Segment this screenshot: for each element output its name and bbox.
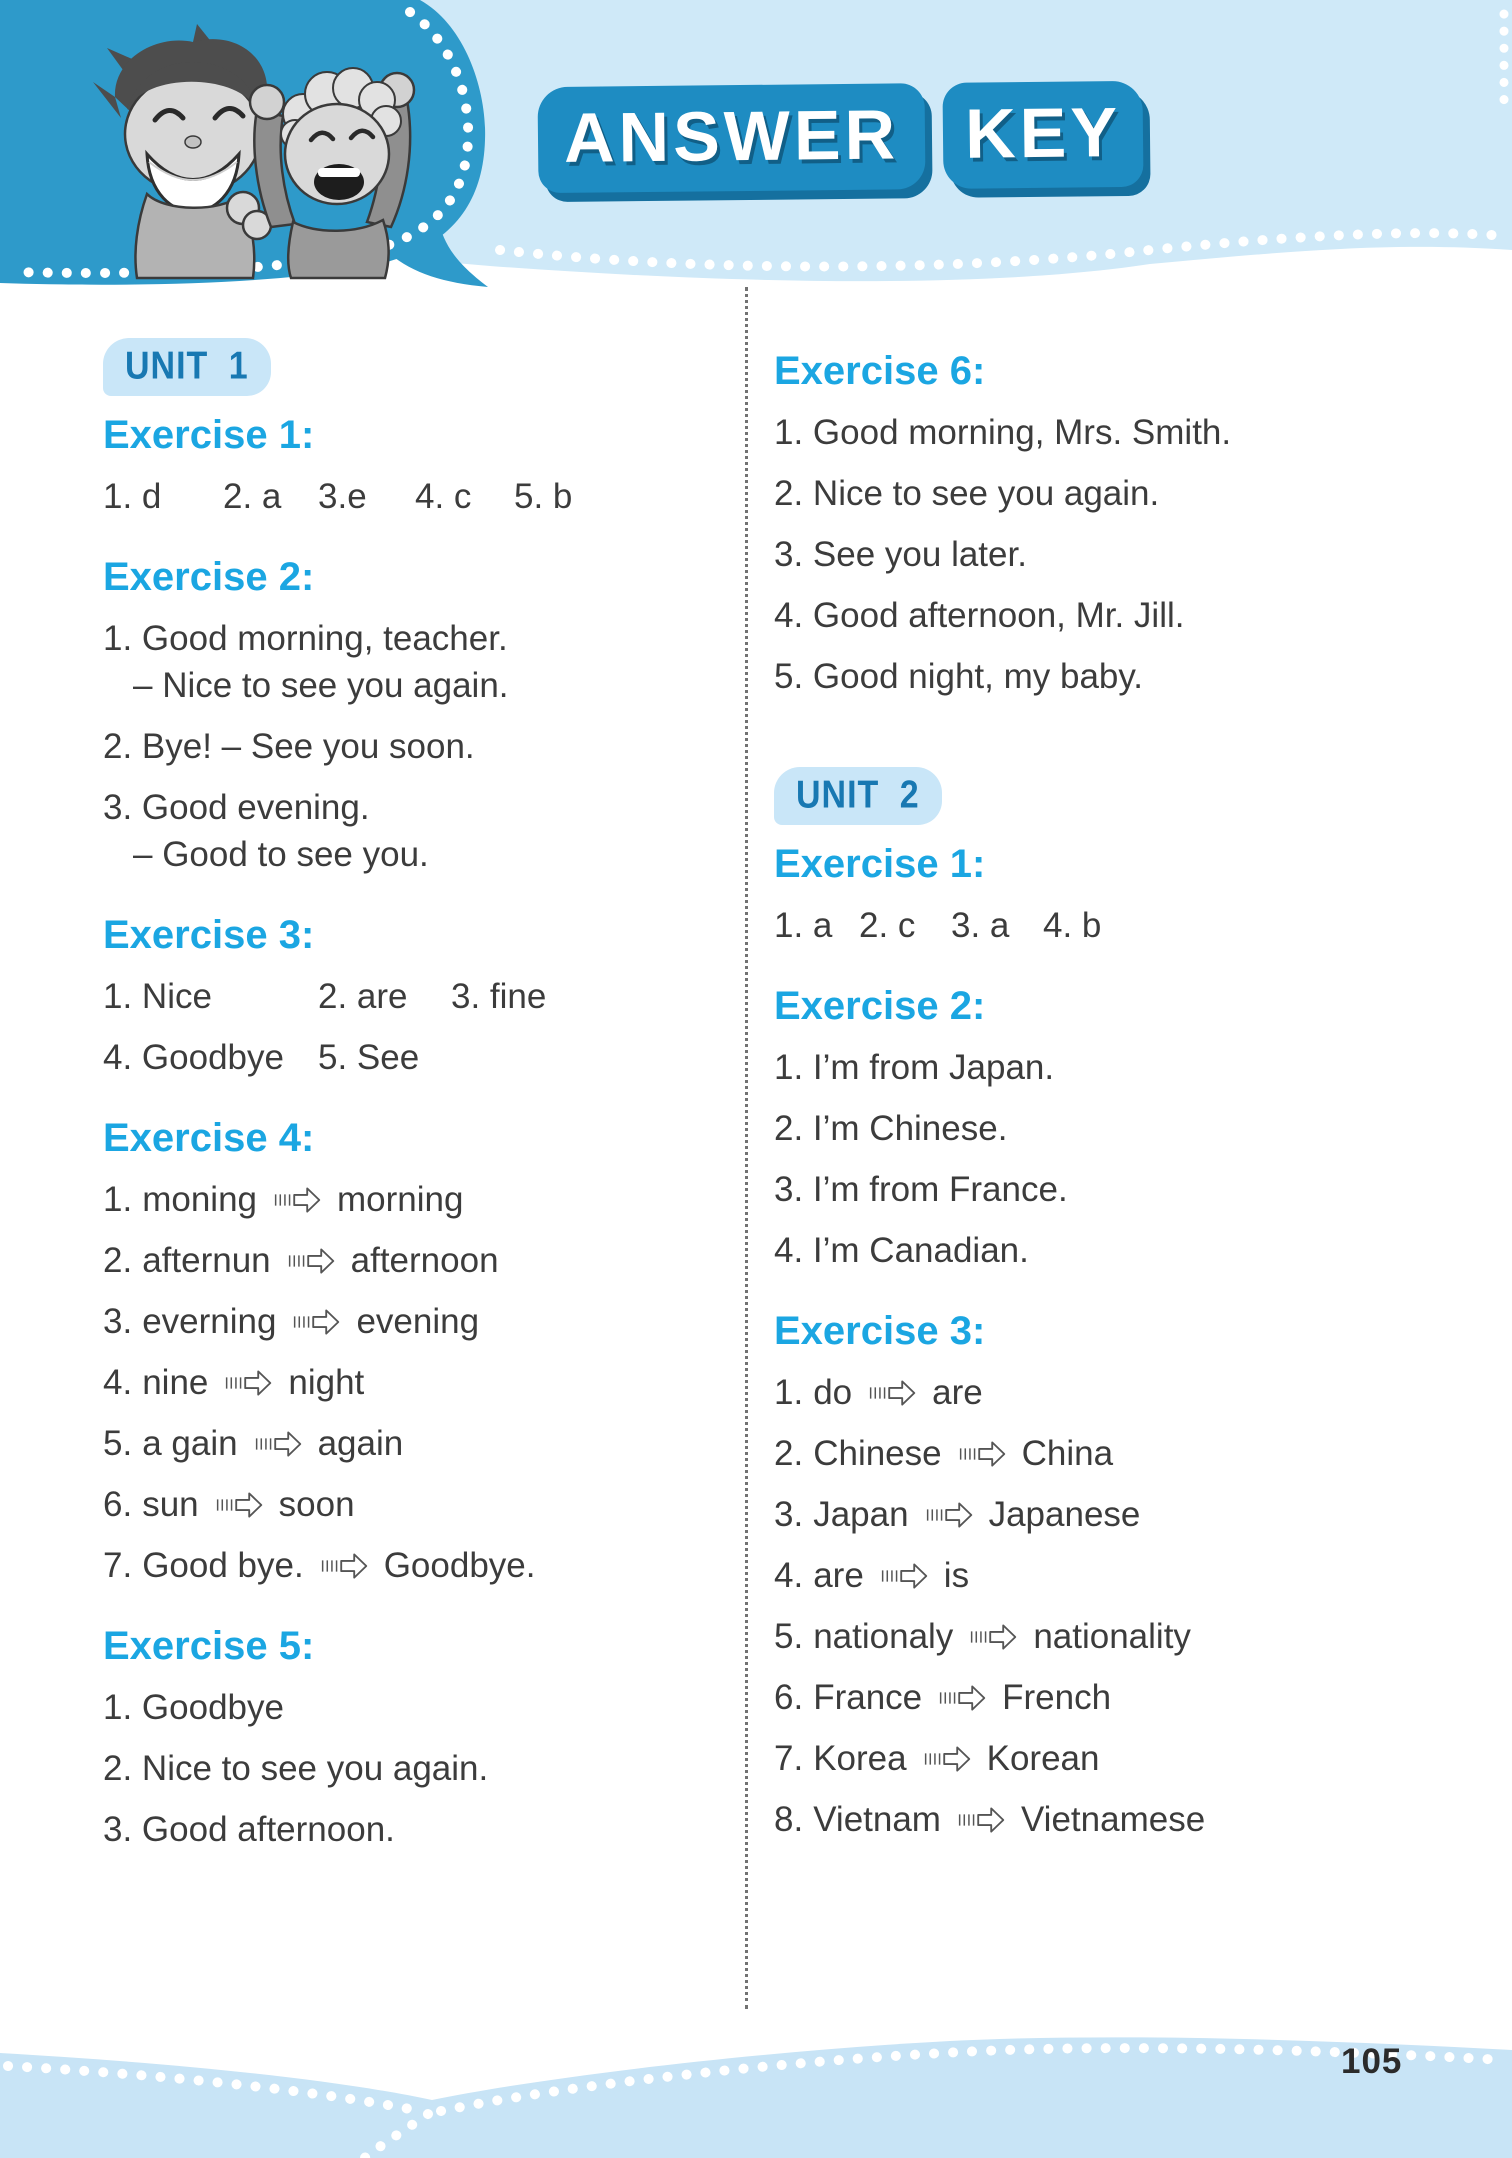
unit-2-badge xyxy=(774,767,942,825)
list-item xyxy=(774,597,1480,635)
list-item xyxy=(774,1232,1480,1270)
answer: 3.e xyxy=(318,477,367,516)
correction-item xyxy=(774,1618,1480,1656)
item-subtext: – Nice to see you again. xyxy=(133,666,509,705)
correct-word: afternoon xyxy=(350,1241,499,1280)
unit-1-badge xyxy=(103,338,271,396)
arrow-right-icon xyxy=(921,1742,973,1776)
footer-wave-art xyxy=(0,1948,1512,2158)
wrong-word: do xyxy=(813,1373,853,1412)
title-word-key: KEY xyxy=(943,81,1144,189)
wrong-word: Korea xyxy=(813,1739,907,1778)
correct-word: Goodbye. xyxy=(383,1546,536,1585)
item-number: 5. xyxy=(774,1617,804,1656)
answer-row xyxy=(103,1039,733,1077)
page-header xyxy=(0,0,1512,290)
item-subtext: – Good to see you. xyxy=(133,835,429,874)
answer: 1. a xyxy=(774,906,833,945)
item-number: 6. xyxy=(103,1485,133,1524)
u2-exercise-1-heading: Exercise 1: xyxy=(774,842,986,886)
u2-exercise-2-heading: Exercise 2: xyxy=(774,984,986,1028)
unit-1-label: UNIT 1 xyxy=(125,344,249,388)
wrong-word: are xyxy=(813,1556,864,1595)
correction-item xyxy=(774,1374,1480,1412)
correct-word: Japanese xyxy=(988,1495,1141,1534)
wrong-word: moning xyxy=(142,1180,257,1219)
column-divider xyxy=(745,287,748,2009)
item-text: 3. Good evening. xyxy=(103,788,370,827)
list-item xyxy=(103,1750,733,1788)
correct-word: again xyxy=(317,1424,404,1463)
answer: 4. Goodbye xyxy=(103,1038,284,1077)
correction-item xyxy=(103,1303,733,1341)
answer: 1. d xyxy=(103,477,162,516)
wrong-word: everning xyxy=(142,1302,277,1341)
correction-item xyxy=(774,1435,1480,1473)
answer: 2. are xyxy=(318,977,408,1016)
title-word-answer: ANSWER xyxy=(537,83,925,193)
correct-word: China xyxy=(1021,1434,1114,1473)
item-number: 1. xyxy=(774,1373,804,1412)
correct-word: morning xyxy=(337,1180,464,1219)
item-number: 3. xyxy=(103,1302,133,1341)
correct-word: French xyxy=(1002,1678,1112,1717)
correct-word: night xyxy=(288,1363,365,1402)
list-item xyxy=(774,1110,1480,1148)
exercise-3-heading: Exercise 3: xyxy=(103,913,315,957)
wrong-word: a gain xyxy=(142,1424,238,1463)
answer-row xyxy=(103,478,733,516)
arrow-right-icon xyxy=(936,1681,988,1715)
item-text: 2. Nice to see you again. xyxy=(103,1749,489,1788)
u2-exercise-3-heading: Exercise 3: xyxy=(774,1309,986,1353)
item-text: 1. I’m from Japan. xyxy=(774,1048,1055,1087)
item-number: 8. xyxy=(774,1800,804,1839)
correction-item xyxy=(774,1679,1480,1717)
correct-word: evening xyxy=(356,1302,480,1341)
arrow-right-icon xyxy=(290,1305,342,1339)
item-number: 7. xyxy=(774,1739,804,1778)
left-column xyxy=(103,338,733,1872)
correction-item xyxy=(103,1242,733,1280)
wrong-word: nine xyxy=(142,1363,209,1402)
list-item xyxy=(774,658,1480,696)
correction-item xyxy=(774,1496,1480,1534)
arrow-right-icon xyxy=(222,1366,274,1400)
item-text: 4. Good afternoon, Mr. Jill. xyxy=(774,596,1185,635)
arrow-right-icon xyxy=(285,1244,337,1278)
correct-word: soon xyxy=(278,1485,355,1524)
page-footer xyxy=(0,1948,1512,2158)
list-item xyxy=(774,536,1480,574)
correct-word: is xyxy=(943,1556,970,1595)
arrow-right-icon xyxy=(955,1803,1007,1837)
arrow-right-icon xyxy=(956,1437,1008,1471)
answer-row xyxy=(103,978,733,1016)
item-number: 2. xyxy=(103,1241,133,1280)
correct-word: Korean xyxy=(986,1739,1100,1778)
exercise-1-heading: Exercise 1: xyxy=(103,413,315,457)
list-item xyxy=(774,414,1480,452)
correct-word: Vietnamese xyxy=(1020,1800,1206,1839)
wrong-word: Vietnam xyxy=(813,1800,941,1839)
wrong-word: Japan xyxy=(813,1495,909,1534)
wrong-word: Chinese xyxy=(813,1434,942,1473)
page-number: 105 xyxy=(1341,2042,1403,2081)
answer: 2. c xyxy=(859,906,916,945)
exercise-6-heading: Exercise 6: xyxy=(774,349,986,393)
arrow-right-icon xyxy=(967,1620,1019,1654)
item-text: 1. Good morning, Mrs. Smith. xyxy=(774,413,1232,452)
arrow-right-icon xyxy=(878,1559,930,1593)
correction-item xyxy=(103,1425,733,1463)
answer: 4. b xyxy=(1043,906,1102,945)
correct-word: are xyxy=(932,1373,983,1412)
arrow-right-icon xyxy=(271,1183,323,1217)
item-number: 3. xyxy=(774,1495,804,1534)
list-item xyxy=(774,1049,1480,1087)
item-text: 1. Goodbye xyxy=(103,1688,284,1727)
exercise-4-heading: Exercise 4: xyxy=(103,1116,315,1160)
list-item xyxy=(103,728,733,766)
correction-item xyxy=(103,1181,733,1219)
correct-word: nationality xyxy=(1033,1617,1191,1656)
exercise-5-heading: Exercise 5: xyxy=(103,1624,315,1668)
list-item xyxy=(103,1689,733,1727)
item-number: 4. xyxy=(103,1363,133,1402)
correction-item xyxy=(103,1547,733,1585)
unit-2-label: UNIT 2 xyxy=(796,773,920,817)
correction-item xyxy=(774,1801,1480,1839)
arrow-right-icon xyxy=(866,1376,918,1410)
right-column xyxy=(774,348,1480,1862)
item-text: 5. Good night, my baby. xyxy=(774,657,1144,696)
item-number: 5. xyxy=(103,1424,133,1463)
list-item xyxy=(774,475,1480,513)
wrong-word: France xyxy=(813,1678,923,1717)
answer: 5. b xyxy=(514,477,573,516)
item-text: 3. Good afternoon. xyxy=(103,1810,395,1849)
correction-item xyxy=(103,1486,733,1524)
answer: 3. a xyxy=(951,906,1010,945)
item-number: 2. xyxy=(774,1434,804,1473)
answer: 5. See xyxy=(318,1038,420,1077)
item-number: 1. xyxy=(103,1180,133,1219)
exercise-2-heading: Exercise 2: xyxy=(103,555,315,599)
arrow-right-icon xyxy=(923,1498,975,1532)
wrong-word: sun xyxy=(142,1485,199,1524)
list-item xyxy=(103,1811,733,1849)
arrow-right-icon xyxy=(213,1488,265,1522)
list-item xyxy=(774,1171,1480,1209)
correction-item xyxy=(103,1364,733,1402)
page-title xyxy=(537,81,1143,193)
wrong-word: afternun xyxy=(142,1241,271,1280)
arrow-right-icon xyxy=(318,1549,370,1583)
list-item xyxy=(103,620,733,705)
item-text: 4. I’m Canadian. xyxy=(774,1231,1029,1270)
item-number: 7. xyxy=(103,1546,133,1585)
item-text: 2. Nice to see you again. xyxy=(774,474,1160,513)
answer: 4. c xyxy=(415,477,472,516)
answer: 2. a xyxy=(223,477,282,516)
answer: 3. fine xyxy=(451,977,547,1016)
wrong-word: nationaly xyxy=(813,1617,954,1656)
item-text: 1. Good morning, teacher. xyxy=(103,619,508,658)
item-text: 2. I’m Chinese. xyxy=(774,1109,1008,1148)
item-text: 3. I’m from France. xyxy=(774,1170,1068,1209)
list-item xyxy=(103,789,733,874)
item-text: 3. See you later. xyxy=(774,535,1027,574)
item-number: 4. xyxy=(774,1556,804,1595)
answer-row xyxy=(774,907,1480,945)
answer: 1. Nice xyxy=(103,977,212,1016)
item-text: 2. Bye! – See you soon. xyxy=(103,727,475,766)
correction-item xyxy=(774,1557,1480,1595)
wrong-word: Good bye. xyxy=(142,1546,304,1585)
arrow-right-icon xyxy=(252,1427,304,1461)
correction-item xyxy=(774,1740,1480,1778)
item-number: 6. xyxy=(774,1678,804,1717)
